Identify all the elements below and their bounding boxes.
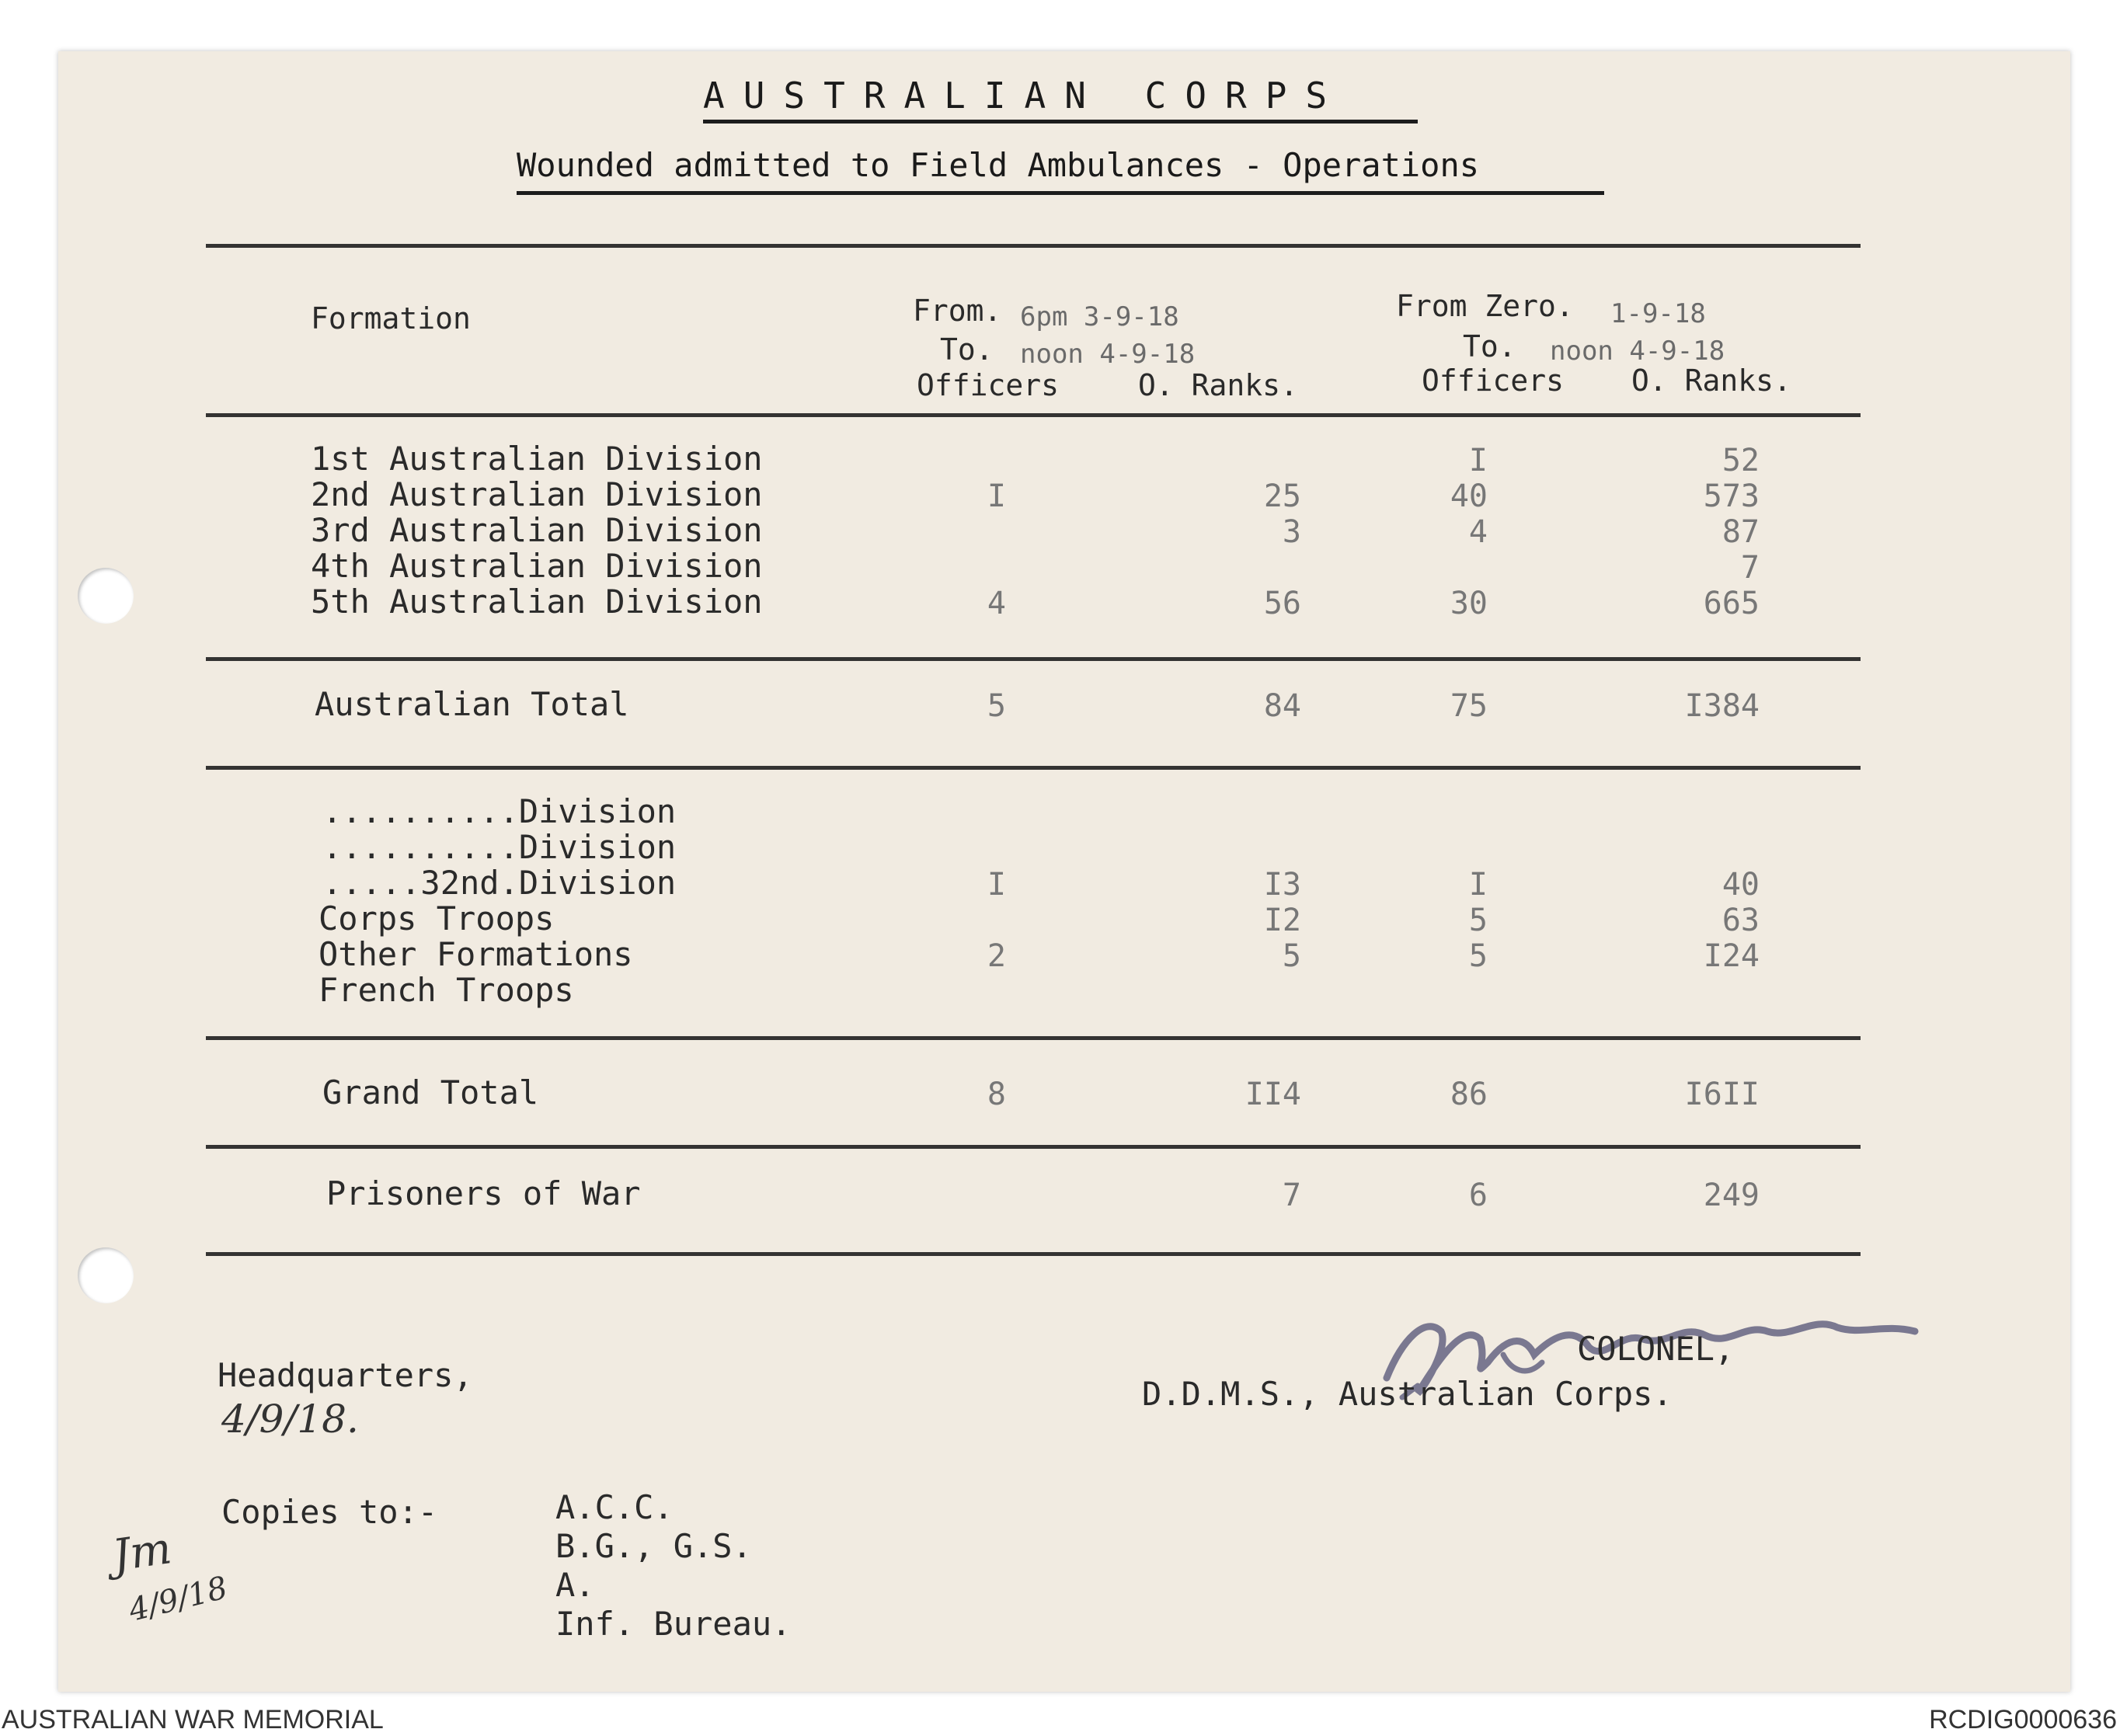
row-label: ..........Division (322, 792, 677, 830)
row-label: .....32nd.Division (322, 864, 677, 902)
col-officers-1: Officers (917, 368, 1060, 402)
subtitle-underline (517, 191, 1604, 195)
rule-grand-total (206, 1145, 1861, 1149)
cell-p2-off: 40 (1450, 478, 1488, 514)
footer-left: AUSTRALIAN WAR MEMORIAL (2, 1705, 384, 1734)
col-oranks-1: O. Ranks. (1138, 368, 1298, 402)
period1-from-label: From. (913, 294, 1002, 328)
period2-to-label: To. (1463, 329, 1516, 364)
cell-p2-off: 75 (1450, 688, 1488, 724)
cell-p1-off: I (987, 867, 1006, 903)
document-title: AUSTRALIAN CORPS (703, 75, 1346, 117)
cell-p1-or: 56 (1263, 586, 1301, 621)
initials-line2: 4/9/18 (125, 1570, 231, 1629)
cell-p2-off: 30 (1450, 586, 1488, 621)
punch-hole-bottom (78, 1247, 134, 1303)
copies-label: Copies to:- (221, 1493, 438, 1531)
row-label: 3rd Australian Division (311, 511, 763, 549)
cell-p2-or: 573 (1703, 478, 1760, 514)
cell-p2-or: I24 (1703, 938, 1760, 974)
row-label: 2nd Australian Division (311, 475, 763, 513)
col-officers-2: Officers (1422, 364, 1565, 398)
row-label: Other Formations (319, 935, 633, 973)
copies-recipient: A.C.C. (555, 1488, 674, 1526)
period1-from-date: 6pm 3-9-18 (1020, 301, 1179, 332)
cell-p1-off: I (987, 478, 1006, 514)
cell-p2-or: 7 (1740, 550, 1760, 586)
copies-recipient: A. (555, 1566, 595, 1604)
row-label: French Troops (319, 971, 574, 1009)
cell-p1-or: 5 (1282, 938, 1301, 974)
cell-p2-off: 5 (1468, 938, 1488, 974)
row-label: 1st Australian Division (311, 440, 763, 478)
cell-p2-off: 5 (1468, 903, 1488, 938)
row-label: Australian Total (315, 685, 629, 723)
document-subtitle: Wounded admitted to Field Ambulances - Operations (517, 146, 1480, 184)
cell-p1-or: I2 (1263, 903, 1301, 938)
cell-p1-or: 3 (1282, 514, 1301, 550)
period2-from-label: From Zero. (1396, 289, 1574, 323)
cell-p1-off: 2 (987, 938, 1006, 974)
hq-date: 4/9/18. (221, 1397, 359, 1442)
cell-p2-off: 4 (1468, 514, 1488, 550)
signature-office: D.D.M.S., Australian Corps. (1142, 1375, 1673, 1413)
cell-p1-off: 4 (987, 586, 1006, 621)
cell-p1-or: 25 (1263, 478, 1301, 514)
cell-p2-or: 63 (1721, 903, 1760, 938)
formation-header: Formation (311, 301, 471, 336)
cell-p2-or: I384 (1684, 688, 1760, 724)
cell-p2-off: I (1468, 443, 1488, 478)
rule-top (206, 244, 1861, 248)
period2-to-date: noon 4-9-18 (1550, 336, 1725, 367)
row-label: 5th Australian Division (311, 583, 763, 621)
initials-line1: Jm (109, 1523, 175, 1581)
period1-to-date: noon 4-9-18 (1020, 339, 1196, 370)
rule-header (206, 413, 1861, 417)
cell-p2-or: 52 (1721, 443, 1760, 478)
copies-recipient: Inf. Bureau. (555, 1605, 792, 1643)
row-label: Grand Total (322, 1073, 539, 1112)
punch-hole-top (78, 568, 134, 624)
cell-p1-off: 5 (987, 688, 1006, 724)
cell-p1-off: 8 (987, 1077, 1006, 1112)
title-underline (703, 120, 1418, 124)
row-label: 4th Australian Division (311, 547, 763, 585)
signature-rank: COLONEL, (1577, 1330, 1735, 1368)
col-oranks-2: O. Ranks. (1631, 364, 1791, 398)
cell-p2-or: 665 (1703, 586, 1760, 621)
row-label: ..........Division (322, 828, 677, 866)
row-label: Corps Troops (319, 899, 555, 938)
cell-p2-or: 249 (1703, 1178, 1760, 1213)
rule-aus-total (206, 766, 1861, 770)
rule-aus (206, 657, 1861, 661)
cell-p1-or: I3 (1263, 867, 1301, 903)
cell-p2-off: 86 (1450, 1077, 1488, 1112)
document-page (58, 51, 2070, 1692)
period1-to-label: To. (940, 332, 994, 367)
rule-other (206, 1036, 1861, 1040)
footer-right: RCDIG0000636 (1929, 1705, 2117, 1734)
cell-p1-or: II4 (1244, 1077, 1301, 1112)
cell-p1-or: 7 (1282, 1178, 1301, 1213)
hq-label: Headquarters, (218, 1356, 473, 1394)
cell-p2-or: I6II (1684, 1077, 1760, 1112)
cell-p2-or: 87 (1721, 514, 1760, 550)
cell-p2-off: 6 (1468, 1178, 1488, 1213)
cell-p1-or: 84 (1263, 688, 1301, 724)
period2-from-date: 1-9-18 (1610, 298, 1706, 329)
rule-bottom (206, 1252, 1861, 1256)
copies-recipient: B.G., G.S. (555, 1527, 752, 1565)
cell-p2-off: I (1468, 867, 1488, 903)
row-label: Prisoners of War (326, 1174, 641, 1212)
cell-p2-or: 40 (1721, 867, 1760, 903)
